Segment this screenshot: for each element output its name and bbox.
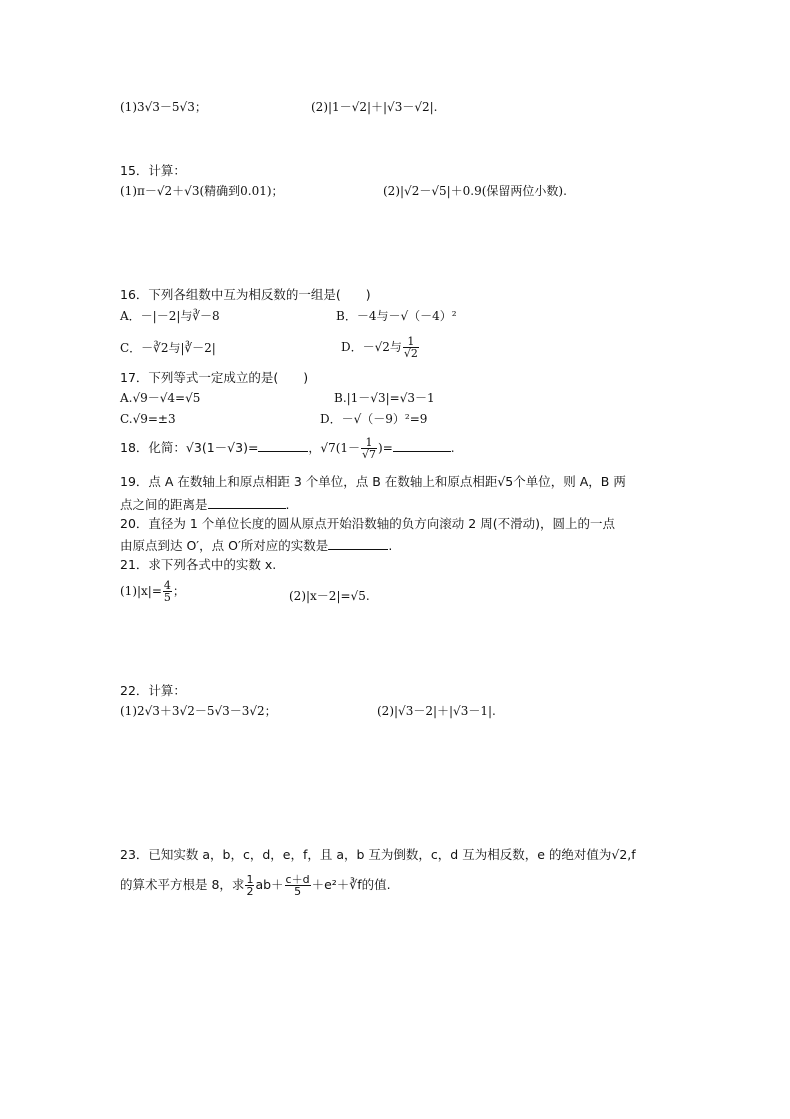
question-16-option-b: B．－4与－√（－4）² <box>336 309 457 323</box>
question-18-text-2: ，√7(1－ <box>308 441 361 455</box>
fraction-denominator: √7 <box>362 448 377 461</box>
question-18 <box>120 437 455 460</box>
question-18-text: 18．化简：√3(1－√3)= <box>120 440 259 455</box>
question-16-option-d-text: D．－√2与 <box>341 340 402 354</box>
question-22-title: 22．计算： <box>120 683 186 698</box>
question-17-option-a: A.√9－√4=√5 <box>120 391 201 405</box>
question-20-line-2 <box>120 537 392 554</box>
question-16-title: 16．下列各组数中互为相反数的一组是( ) <box>120 287 371 302</box>
fraction-denominator: 5 <box>163 591 171 604</box>
question-17-option-d: D．－√（－9）²=9 <box>320 412 428 426</box>
question-20-end: . <box>388 538 393 553</box>
question-21-fraction <box>163 580 172 603</box>
question-23-text: 的算术平方根是 8，求 <box>120 877 245 892</box>
fraction-numerator: 1 <box>361 437 377 449</box>
question-18-text-3: )= <box>378 441 393 455</box>
question-16-option-a: A．－|－2|与∛－8 <box>120 309 220 323</box>
question-16-option-c: C．－∛2与|∛－2| <box>120 341 216 355</box>
question-19-end: . <box>285 497 290 512</box>
fraction-numerator: c＋d <box>285 873 310 886</box>
question-22-part2: (2)|√3－2|＋|√3－1|. <box>377 704 496 718</box>
question-20-line-1: 20．直径为 1 个单位长度的圆从原点开始沿数轴的负方向滚动 2 周(不滑动)，圆上的一点 <box>120 516 615 531</box>
question-23-line-2 <box>120 874 391 897</box>
fraction-numerator: 1 <box>403 336 419 348</box>
question-15-part1: (1)π－√2＋√3(精确到0.01)； <box>120 184 284 198</box>
question-15-part2: (2)|√2－√5|＋0.9(保留两位小数). <box>383 184 567 198</box>
question-19-line-1: 19．点 A 在数轴上和原点相距 3 个单位，点 B 在数轴上和原点相距√5个单位，则 A，B 两 <box>120 474 626 489</box>
answer-blank <box>393 439 451 452</box>
question-21-part1-text: (1)|x|= <box>120 584 162 598</box>
question-18-end: . <box>450 441 455 455</box>
question-16-option-d-fraction <box>403 336 419 359</box>
question-23-text-2: ab＋ <box>255 877 284 892</box>
problem-1-part2: (2)|1－√2|＋|√3－√2|. <box>311 100 438 114</box>
question-21-part1-end: ； <box>172 584 185 598</box>
question-23-fraction-1 <box>245 874 254 897</box>
question-15-title: 15．计算： <box>120 163 186 178</box>
question-21-title: 21．求下列各式中的实数 x. <box>120 557 277 572</box>
question-23-line-1: 23．已知实数 a，b，c，d，e，f，且 a，b 互为倒数，c，d 互为相反数，e 的绝对值为√2,f <box>120 847 636 862</box>
question-19-line-2 <box>120 496 290 513</box>
question-23-text-3: ＋e²＋∛f的值. <box>311 877 391 892</box>
question-17-option-c: C.√9=±3 <box>120 412 176 426</box>
fraction-denominator: 2 <box>246 885 254 898</box>
question-23-fraction-2 <box>285 874 311 897</box>
fraction-numerator: 1 <box>246 873 254 886</box>
fraction-numerator: 4 <box>163 579 171 592</box>
question-22-part1: (1)2√3＋3√2－5√3－3√2； <box>120 704 277 718</box>
answer-blank <box>328 537 388 550</box>
fraction-denominator: 5 <box>294 885 302 898</box>
answer-blank <box>258 439 308 452</box>
question-17-title: 17．下列等式一定成立的是( ) <box>120 370 309 385</box>
question-16-option-d <box>341 336 420 359</box>
problem-1-part1: (1)3√3－5√3； <box>120 100 207 114</box>
question-20-text: 由原点到达 O′，点 O′所对应的实数是 <box>120 538 329 553</box>
question-21-part2: (2)|x－2|=√5. <box>289 589 370 603</box>
fraction-denominator: √2 <box>403 347 418 360</box>
question-18-fraction <box>361 437 377 460</box>
question-17-option-b: B.|1－√3|=√3－1 <box>334 391 435 405</box>
question-19-text: 点之间的距离是 <box>120 497 208 512</box>
question-21-part1 <box>120 580 185 603</box>
answer-blank <box>208 496 286 509</box>
